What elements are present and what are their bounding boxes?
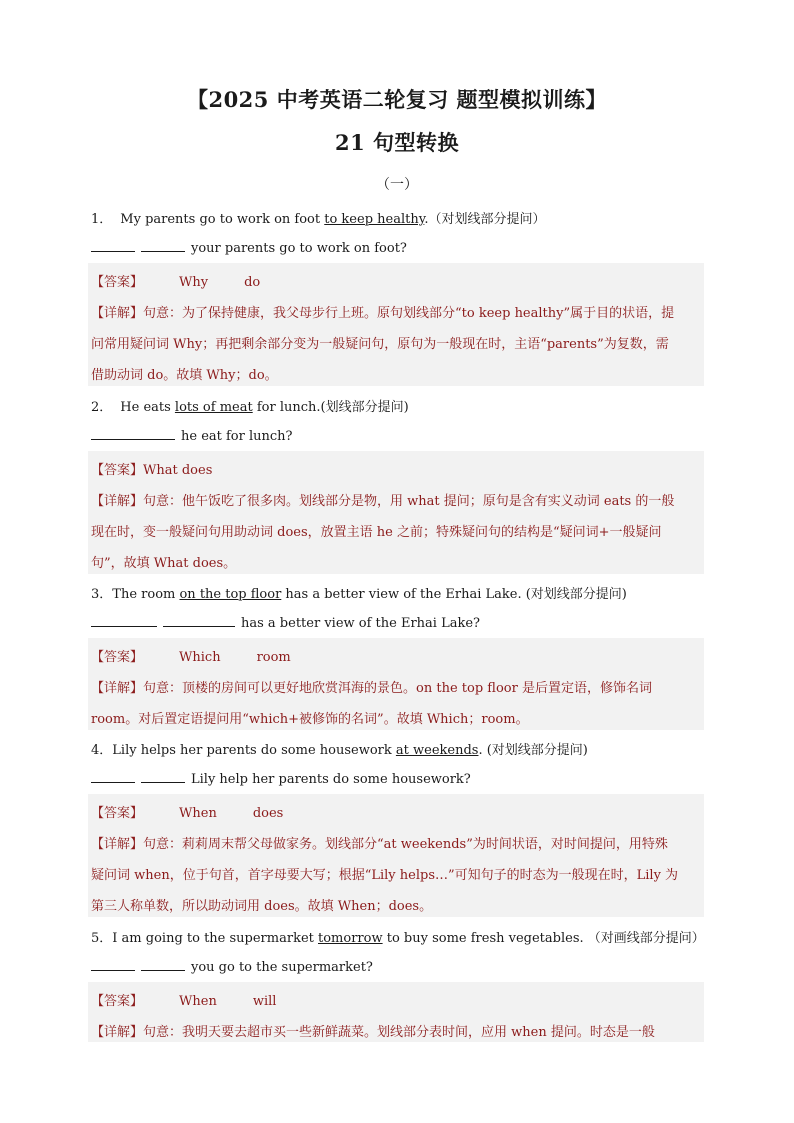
detail-tag: 【详解】 [91,1025,144,1040]
question-text: The room [112,587,180,602]
blank [141,958,185,971]
detail-line: 问常用疑问词 Why；再把剩余部分变为一般疑问句，原句为一般现在时，主语“parents”为复数，需 [91,337,669,352]
answer-row [91,271,260,290]
blank [141,770,185,783]
question-number: 1． [91,212,113,227]
underlined-phrase: on the top floor [179,587,282,602]
detail-tag: 【详解】 [91,681,144,696]
question-instruction: .（对划线部分提问） [424,212,546,227]
answer-box-5 [88,982,704,1042]
blank [141,239,185,252]
question-instruction: . (对划线部分提问) [478,743,588,758]
detail-line: 句”，故填 What does。 [91,556,237,571]
detail-row [91,833,668,852]
blank-sentence: he eat for lunch? [181,429,293,444]
question-instruction: has a better view of the Erhai Lake. (对划线部分提问) [281,587,627,602]
blank [91,614,157,627]
detail-line: 疑问词 when，位于句首，首字母要大写；根据“Lily helps…”可知句子的时态为一般现在时，Lily 为 [91,868,679,883]
detail-line: 句意：顶楼的房间可以更好地欣赏洱海的景色。on the top floor 是后置定语，修饰名词 [143,681,652,696]
answer-tag: 【答案】 [91,806,144,821]
question-1 [91,208,545,227]
question-text: He eats [120,400,175,415]
detail-row [91,1021,655,1040]
answer-tag: 【答案】 [91,463,144,478]
underlined-phrase: to keep healthy [324,212,425,227]
answer-row [91,646,291,665]
blank-sentence: Lily help her parents do some housework? [191,772,471,787]
detail-row [91,677,652,696]
answer-value: does [252,806,284,821]
question-number: 2． [91,400,113,415]
answer-value: room [256,650,291,665]
question-number: 5． [91,931,113,946]
underlined-phrase: at weekends [395,743,479,758]
detail-line: 借助动词 do。故填 Why；do。 [91,368,278,383]
answer-box-3 [88,638,704,730]
answer-value: Why [179,275,209,290]
detail-line: 现在时，变一般疑问句用助动词 does，放置主语 he 之前；特殊疑问句的结构是“疑问词+一般疑问 [91,525,662,540]
underlined-phrase: lots of meat [174,400,253,415]
detail-line: room。对后置定语提问用“which+被修饰的名词”。故填 Which；room。 [91,712,529,727]
detail-row [91,302,674,321]
answer-row [91,990,276,1009]
question-5 [91,927,705,946]
answer-value: Which [179,650,221,665]
document-subtitle: 21 句型转换 [334,130,460,155]
section-label: （一） [376,177,418,193]
question-instruction: to buy some fresh vegetables. （对画线部分提问） [382,931,705,946]
blank-sentence: has a better view of the Erhai Lake? [241,616,481,631]
answer-tag: 【答案】 [91,275,144,290]
detail-tag: 【详解】 [91,306,144,321]
question-number: 3． [91,587,113,602]
blank-sentence: you go to the supermarket? [191,960,373,975]
answer-row [91,459,212,478]
answer-value: will [252,994,277,1009]
question-instruction: for lunch.(划线部分提问) [252,400,409,415]
answer-value: What does [143,463,213,478]
detail-row [91,490,674,509]
detail-line: 第三人称单数，所以助动词用 does。故填 When；does。 [91,899,433,914]
detail-tag: 【详解】 [91,494,144,509]
document-title: 【2025 中考英语二轮复习 题型模拟训练】 [186,87,608,112]
detail-tag: 【详解】 [91,837,144,852]
answer-blanks-3 [91,614,480,631]
blank [91,427,175,440]
detail-line: 句意：我明天要去超市买一些新鲜蔬菜。划线部分表时间，应用 when 提问。时态是一般 [143,1025,655,1040]
detail-line: 句意：他午饭吃了很多肉。划线部分是物，用 what 提问；原句是含有实义动词 eats 的一般 [143,494,675,509]
answer-value: When [179,806,217,821]
answer-tag: 【答案】 [91,994,144,1009]
answer-box-1 [88,263,704,386]
blank [163,614,235,627]
answer-blanks-1 [91,239,407,256]
question-4 [91,739,588,758]
answer-value: When [179,994,217,1009]
detail-line: 句意：为了保持健康，我父母步行上班。原句划线部分“to keep healthy”属于目的状语，提 [143,306,675,321]
answer-value: do [244,275,261,290]
blank [91,239,135,252]
answer-blanks-2 [91,427,293,444]
answer-box-2 [88,451,704,574]
answer-row [91,802,283,821]
question-3 [91,583,627,602]
question-text: I am going to the supermarket [112,931,318,946]
blank [91,770,135,783]
answer-box-4 [88,794,704,917]
question-number: 4． [91,743,113,758]
question-text: Lily helps her parents do some housework [112,743,396,758]
question-text: My parents go to work on foot [120,212,325,227]
underlined-phrase: tomorrow [318,931,383,946]
blank-sentence: your parents go to work on foot? [191,241,407,256]
answer-blanks-4 [91,770,471,787]
detail-line: 句意：莉莉周末帮父母做家务。划线部分“at weekends”为时间状语，对时间提问，用特殊 [143,837,668,852]
blank [91,958,135,971]
question-2 [91,396,409,415]
answer-tag: 【答案】 [91,650,144,665]
answer-blanks-5 [91,958,373,975]
